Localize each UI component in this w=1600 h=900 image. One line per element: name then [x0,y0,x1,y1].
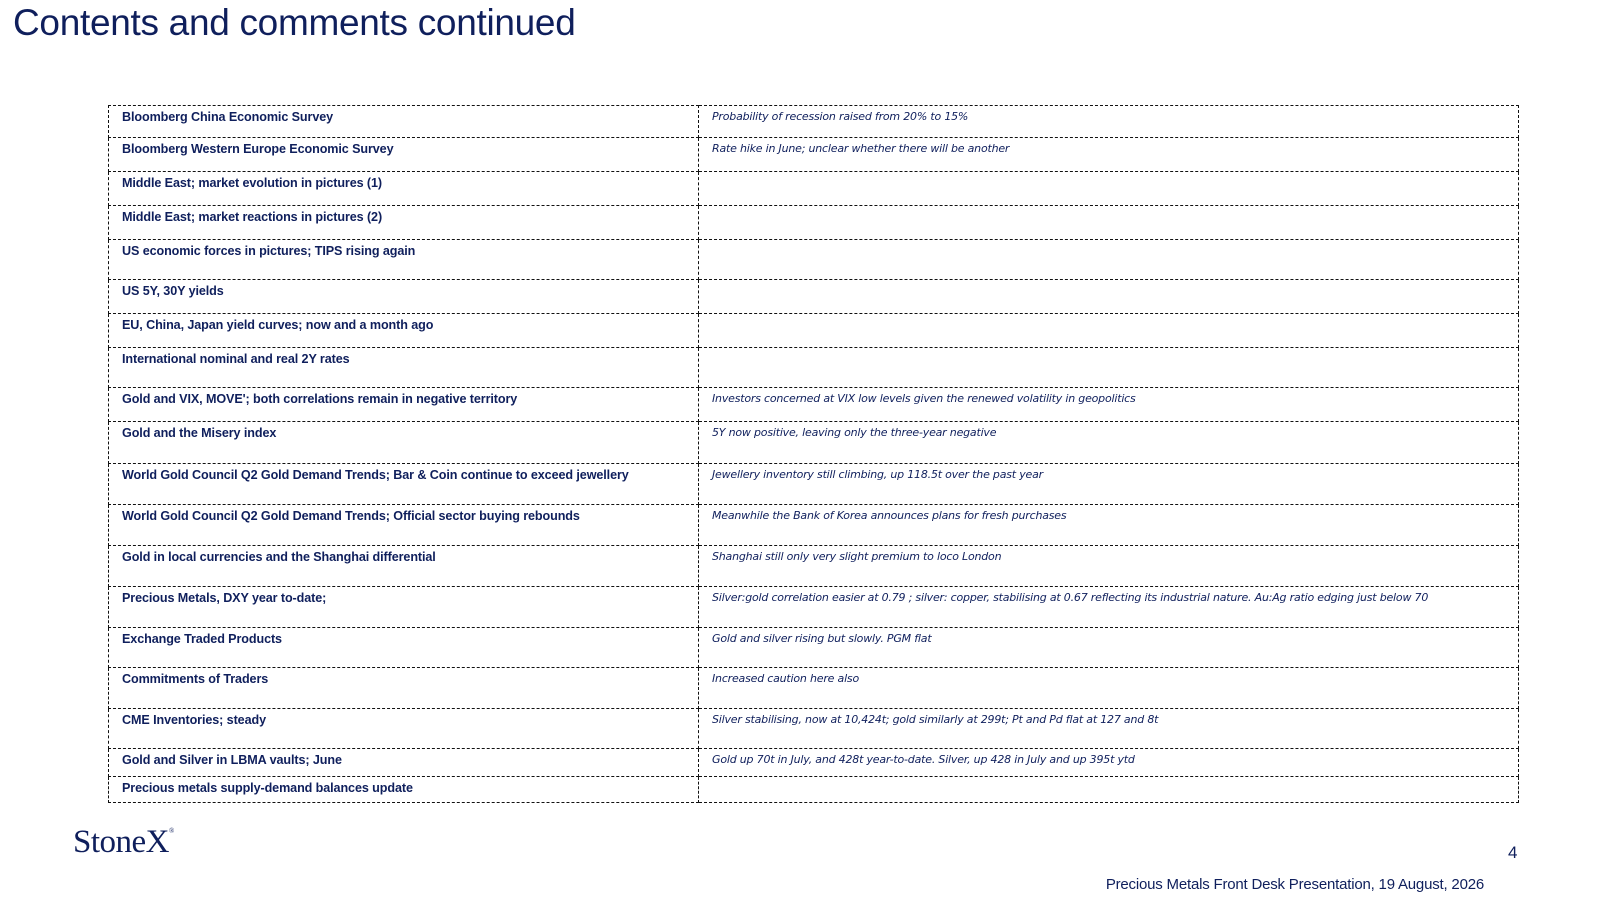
comment-cell [699,240,1519,280]
comment-cell: Gold up 70t in July, and 428t year-to-date. Silver, up 428 in July and up 395t ytd [699,749,1519,777]
table-row [109,464,1519,505]
comment-cell [699,280,1519,314]
comment-cell [699,777,1519,803]
topic-cell: World Gold Council Q2 Gold Demand Trends; Bar & Coin continue to exceed jewellery [109,464,699,505]
comment-cell: Increased caution here also [699,668,1519,709]
topic-cell: Exchange Traded Products [109,628,699,668]
table-row [109,628,1519,668]
topic-cell: Bloomberg Western Europe Economic Survey [109,138,699,172]
contents-table [108,105,1519,803]
comment-cell: Silver:gold correlation easier at 0.79 ; silver: copper, stabilising at 0.67 reflecting its industrial nature. Au:Ag ratio edging just below 70 [699,587,1519,628]
table-body [109,106,1519,803]
table-row [109,280,1519,314]
logo-registered-mark: ® [169,827,174,835]
table-row [109,422,1519,464]
comment-cell: Investors concerned at VIX low levels given the renewed volatility in geopolitics [699,388,1519,422]
table-row [109,138,1519,172]
comment-cell: Meanwhile the Bank of Korea announces plans for fresh purchases [699,505,1519,546]
topic-cell: Precious metals supply-demand balances update [109,777,699,803]
table-row [109,314,1519,348]
page-number: 4 [1508,843,1518,862]
comment-cell: Probability of recession raised from 20% to 15% [699,106,1519,138]
table-row [109,668,1519,709]
table-row [109,206,1519,240]
topic-cell: Gold and the Misery index [109,422,699,464]
topic-cell: Middle East; market evolution in pictures (1) [109,172,699,206]
topic-cell: Gold in local currencies and the Shanghai differential [109,546,699,587]
comment-cell: Jewellery inventory still climbing, up 118.5t over the past year [699,464,1519,505]
topic-cell: International nominal and real 2Y rates [109,348,699,388]
comment-cell [699,206,1519,240]
logo-wordmark: StoneX [73,824,169,860]
comment-cell [699,348,1519,388]
table-row [109,749,1519,777]
comment-cell [699,314,1519,348]
table-row [109,172,1519,206]
table-row [109,546,1519,587]
topic-cell: Middle East; market reactions in pictures (2) [109,206,699,240]
topic-cell: Gold and VIX, MOVE'; both correlations remain in negative territory [109,388,699,422]
table-row [109,587,1519,628]
topic-cell: Commitments of Traders [109,668,699,709]
table-row [109,240,1519,280]
table-row [109,106,1519,138]
table-row [109,709,1519,749]
table-row [109,505,1519,546]
stonex-logo [73,826,174,859]
comment-cell: Gold and silver rising but slowly. PGM flat [699,628,1519,668]
comment-cell: Shanghai still only very slight premium to loco London [699,546,1519,587]
topic-cell: Gold and Silver in LBMA vaults; June [109,749,699,777]
topic-cell: US 5Y, 30Y yields [109,280,699,314]
page-title: Contents and comments continued [13,2,576,43]
topic-cell: CME Inventories; steady [109,709,699,749]
topic-cell: EU, China, Japan yield curves; now and a month ago [109,314,699,348]
comment-cell: Silver stabilising, now at 10,424t; gold similarly at 299t; Pt and Pd flat at 127 and 8t [699,709,1519,749]
table-row [109,777,1519,803]
comment-cell: Rate hike in June; unclear whether there will be another [699,138,1519,172]
table-row [109,388,1519,422]
topic-cell: Precious Metals, DXY year to-date; [109,587,699,628]
topic-cell: US economic forces in pictures; TIPS rising again [109,240,699,280]
footer-text: Precious Metals Front Desk Presentation, 19 August, 2026 [1105,876,1484,893]
topic-cell: Bloomberg China Economic Survey [109,106,699,138]
comment-cell: 5Y now positive, leaving only the three-year negative [699,422,1519,464]
topic-cell: World Gold Council Q2 Gold Demand Trends; Official sector buying rebounds [109,505,699,546]
table-row [109,348,1519,388]
comment-cell [699,172,1519,206]
